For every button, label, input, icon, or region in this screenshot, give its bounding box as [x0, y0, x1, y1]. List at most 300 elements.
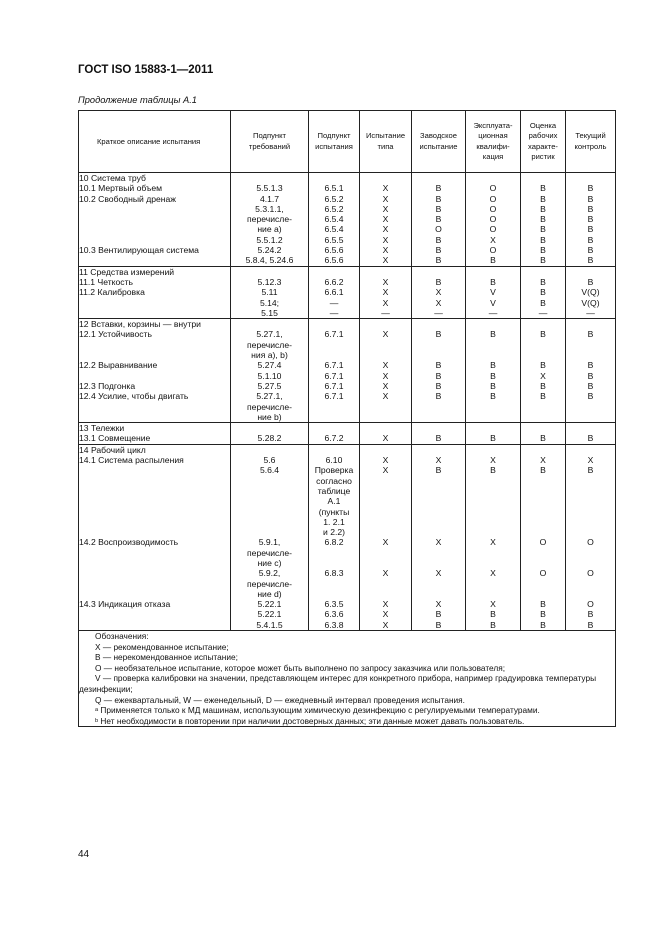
cell-line: B — [540, 465, 546, 476]
cell-line — [466, 412, 520, 422]
test-table — [78, 110, 616, 727]
section-12-load-carriers — [79, 319, 616, 423]
footnote-b: ᵇ Нет необходимости в повторении при наличии достоверных данных; эти данные может давать пользователь. — [95, 715, 525, 726]
cell-line — [521, 486, 565, 496]
cell-line: X — [382, 433, 389, 444]
cell-line: B — [490, 380, 496, 391]
cell-line — [360, 412, 411, 422]
cell-line: 5.12.3 — [257, 276, 282, 287]
header-factory-test — [412, 111, 466, 173]
cell-line: B — [587, 433, 594, 444]
cell-routine — [566, 423, 616, 445]
cell-line: O — [489, 245, 497, 256]
cell-line — [231, 476, 308, 486]
cell-line: Подпункт — [317, 131, 351, 141]
cell-line: B — [435, 380, 442, 391]
cell-line: 6.5.1 — [324, 183, 344, 194]
header-routine-control — [566, 111, 616, 173]
cell-line: B — [435, 370, 442, 381]
cell-line — [79, 255, 230, 265]
cell-line: 5.22.1 — [257, 599, 282, 610]
cell-line — [412, 496, 465, 506]
cell-line — [360, 402, 411, 412]
cell-line: B — [540, 433, 546, 444]
cell-line: O — [489, 224, 497, 235]
cell-test-clause — [309, 266, 360, 318]
cell-line — [309, 445, 359, 455]
cell-performance — [521, 173, 566, 267]
cell-line: B — [540, 193, 546, 204]
cell-line — [360, 589, 411, 599]
cell-line — [412, 445, 465, 455]
cell-line — [360, 173, 411, 183]
cell-line: B — [587, 619, 594, 630]
cell-line: X — [382, 537, 389, 548]
cell-test-clause — [309, 319, 360, 423]
cell-line — [360, 558, 411, 568]
cell-line — [521, 412, 565, 422]
cell-line: B — [490, 465, 496, 476]
cell-line — [566, 527, 615, 537]
cell-line: X — [435, 599, 442, 610]
cell-line: Проверка — [314, 465, 354, 476]
cell-line: B — [540, 203, 546, 214]
cell-line: B — [540, 276, 546, 287]
cell-line: 6.5.4 — [324, 224, 344, 235]
cell-line: B — [540, 391, 546, 402]
legend-row — [79, 631, 616, 727]
cell-line — [412, 350, 465, 360]
cell-factory-test — [412, 319, 466, 423]
cell-line: 6.5.4 — [324, 214, 344, 225]
cell-line: ния а), b) — [251, 350, 288, 361]
cell-line: X — [540, 455, 546, 466]
cell-line — [566, 350, 615, 360]
cell-line — [79, 298, 230, 308]
cell-line: B — [540, 183, 546, 194]
cell-line: X — [490, 234, 496, 245]
cell-line: B — [587, 183, 594, 194]
cell-line: 1. 2.1 — [323, 516, 345, 527]
cell-line — [231, 267, 308, 277]
cell-factory-test — [412, 444, 466, 630]
cell-line: B — [587, 234, 594, 245]
cell-line: перечисле- — [247, 547, 292, 558]
cell-line — [466, 527, 520, 537]
cell-line: 5.27.1, — [256, 329, 283, 340]
cell-line: ристик — [531, 151, 555, 161]
cell-line: X — [382, 214, 389, 225]
cell-line: ние а) — [257, 224, 282, 235]
cell-line: B — [587, 380, 594, 391]
cell-line: X — [435, 568, 442, 579]
cell-line: 11.1 Четкость — [79, 276, 133, 287]
cell-operational — [466, 444, 521, 630]
cell-line — [412, 267, 465, 277]
cell-line: B — [540, 619, 546, 630]
cell-line: 5.14; — [259, 297, 280, 308]
cell-line: B — [435, 245, 442, 256]
cell-performance — [521, 444, 566, 630]
cell-line — [231, 517, 308, 527]
cell-line: X — [382, 297, 389, 308]
cell-line — [521, 445, 565, 455]
cell-line — [231, 496, 308, 506]
cell-line — [79, 412, 230, 422]
cell-line: B — [587, 391, 594, 402]
cell-line — [466, 476, 520, 486]
cell-line — [309, 267, 359, 277]
cell-line — [566, 173, 615, 183]
cell-line: B — [435, 255, 442, 266]
cell-line: Испытание — [365, 131, 406, 141]
cell-line: испытание — [419, 141, 458, 151]
cell-line: 12.4 Усилие, чтобы двигать — [79, 391, 189, 402]
cell-line: 6.7.1 — [324, 380, 344, 391]
cell-line — [521, 476, 565, 486]
cell-line: V(Q) — [581, 297, 600, 308]
cell-line: перечисле- — [247, 578, 292, 589]
cell-line: таблице — [317, 485, 351, 496]
cell-line: V — [490, 287, 496, 298]
legend-item: Q — ежеквартальный, W — еженедельный, D — ежедневный интервал проведения испытания. — [95, 694, 465, 705]
cell-line — [79, 340, 230, 350]
cell-line: 10.1 Мертвый объем — [79, 183, 163, 194]
cell-line — [309, 340, 359, 350]
cell-line: 6.7.1 — [324, 360, 344, 371]
header-req-clause — [231, 111, 309, 173]
cell-line — [360, 319, 411, 329]
cell-line — [566, 319, 615, 329]
cell-line — [466, 340, 520, 350]
cell-line: B — [435, 465, 442, 476]
legend-notes — [79, 631, 616, 727]
cell-line: X — [490, 455, 496, 466]
cell-line — [412, 319, 465, 329]
cell-req-clause — [231, 173, 309, 267]
cell-req-clause — [231, 423, 309, 445]
section-11-instruments — [79, 266, 616, 318]
cell-line: 6.5.2 — [324, 193, 344, 204]
cell-line — [309, 589, 359, 599]
footnote-a: ᵃ Применяется только к МД машинам, использующим химическую дезинфекцию с регулируемыми температурами. — [95, 705, 540, 716]
cell-line: O — [587, 537, 594, 548]
cell-line: 6.3.8 — [324, 619, 344, 630]
cell-line: B — [490, 433, 496, 444]
cell-line: 6.7.1 — [324, 329, 344, 340]
cell-line — [521, 517, 565, 527]
cell-line — [566, 507, 615, 517]
cell-line: — — [586, 307, 595, 318]
cell-line: ние с) — [257, 557, 282, 568]
cell-line — [566, 267, 615, 277]
cell-line — [466, 579, 520, 589]
cell-line: X — [382, 609, 389, 620]
cell-line — [566, 517, 615, 527]
cell-line: характе- — [528, 141, 558, 151]
cell-line: 6.5.5 — [324, 234, 344, 245]
cell-line: B — [435, 609, 442, 620]
cell-line: требований — [248, 141, 291, 151]
cell-line: B — [490, 619, 496, 630]
cell-line: B — [435, 360, 442, 371]
cell-type-test — [360, 266, 412, 318]
cell-line — [309, 412, 359, 422]
cell-line: V(Q) — [581, 287, 600, 298]
cell-routine — [566, 266, 616, 318]
cell-line: B — [587, 370, 594, 381]
cell-line: X — [435, 537, 442, 548]
cell-line: X — [587, 455, 594, 466]
cell-line: B — [435, 214, 442, 225]
cell-line — [79, 308, 230, 318]
cell-req-clause — [231, 266, 309, 318]
cell-line — [566, 486, 615, 496]
cell-description — [79, 173, 231, 267]
cell-line — [360, 340, 411, 350]
cell-line: — — [381, 307, 390, 318]
cell-line — [79, 609, 230, 619]
cell-line — [360, 517, 411, 527]
cell-line — [466, 319, 520, 329]
cell-line: 5.15 — [261, 307, 278, 318]
cell-line — [412, 486, 465, 496]
legend-item: O — необязательное испытание, которое может быть выполнено по запросу заказчика или пользователя; — [95, 662, 506, 673]
cell-line: 6.7.2 — [324, 433, 344, 444]
cell-operational — [466, 319, 521, 423]
cell-line — [79, 517, 230, 527]
cell-line: X — [382, 193, 389, 204]
cell-line — [360, 350, 411, 360]
cell-performance — [521, 266, 566, 318]
cell-line: 6.7.1 — [324, 391, 344, 402]
cell-line: 6.6.2 — [324, 276, 344, 287]
cell-line: X — [382, 329, 389, 340]
header-operational-qualification — [466, 111, 521, 173]
cell-line: испытания — [315, 141, 353, 151]
cell-factory-test — [412, 173, 466, 267]
cell-line — [566, 589, 615, 599]
cell-line — [566, 579, 615, 589]
cell-line: 10.3 Вентилирующая система — [79, 245, 199, 256]
cell-line — [360, 496, 411, 506]
cell-line: X — [382, 391, 389, 402]
cell-line: квалифи- — [476, 141, 510, 151]
cell-performance — [521, 423, 566, 445]
header-performance-qualification — [521, 111, 566, 173]
cell-line: B — [587, 329, 594, 340]
cell-line — [79, 496, 230, 506]
cell-line: 12.2 Выравнивание — [79, 360, 158, 371]
cell-line: 6.8.2 — [324, 537, 344, 548]
cell-line: 12.1 Устойчивость — [79, 329, 152, 340]
cell-line: 13.1 Совмещение — [79, 433, 151, 444]
cell-line: 5.27.1, — [256, 391, 283, 402]
cell-line: B — [587, 276, 594, 287]
cell-line — [521, 558, 565, 568]
cell-line: 6.3.6 — [324, 609, 344, 620]
cell-operational — [466, 423, 521, 445]
cell-line — [79, 568, 230, 578]
cell-line — [309, 579, 359, 589]
cell-line — [309, 402, 359, 412]
cell-line: X — [382, 203, 389, 214]
cell-line — [79, 350, 230, 360]
cell-line: B — [587, 609, 594, 620]
cell-line: 14.3 Индикация отказа — [79, 599, 171, 610]
cell-line: Эксплуата- — [473, 120, 513, 130]
cell-line — [521, 589, 565, 599]
cell-line — [412, 517, 465, 527]
cell-line — [79, 235, 230, 245]
cell-operational — [466, 266, 521, 318]
cell-line — [79, 527, 230, 537]
cell-line: X — [382, 276, 389, 287]
cell-line: Заводское — [420, 131, 457, 141]
cell-line: 5.27.5 — [257, 380, 282, 391]
cell-line: — — [488, 307, 498, 318]
cell-line: 5.9.1, — [258, 537, 281, 548]
cell-line: кация — [482, 151, 504, 161]
cell-line: 5.5.1.2 — [256, 234, 283, 245]
cell-line — [566, 402, 615, 412]
cell-line: X — [382, 234, 389, 245]
cell-line: X — [382, 619, 389, 630]
cell-line: O — [489, 193, 497, 204]
cell-type-test — [360, 319, 412, 423]
cell-line: B — [435, 234, 442, 245]
cell-line — [566, 423, 615, 433]
cell-line: 6.6.1 — [324, 287, 344, 298]
cell-line — [466, 558, 520, 568]
cell-line — [231, 319, 308, 329]
cell-line — [79, 224, 230, 234]
cell-line: B — [435, 329, 442, 340]
cell-line — [521, 423, 565, 433]
cell-line: X — [382, 380, 389, 391]
cell-line — [566, 412, 615, 422]
cell-line: перечисле- — [247, 214, 292, 225]
cell-line — [521, 527, 565, 537]
cell-line: X — [382, 255, 389, 266]
cell-line — [309, 319, 359, 329]
cell-line: X — [382, 568, 389, 579]
cell-line: B — [587, 203, 594, 214]
cell-line — [412, 412, 465, 422]
cell-line: B — [490, 360, 496, 371]
header-test-clause — [309, 111, 360, 173]
cell-line: 5.28.2 — [257, 433, 282, 444]
cell-line — [79, 548, 230, 558]
cell-line: B — [435, 619, 442, 630]
cell-line: O — [435, 224, 442, 235]
cell-line — [566, 445, 615, 455]
cell-line: X — [490, 568, 496, 579]
cell-line — [521, 340, 565, 350]
cell-line — [412, 507, 465, 517]
cell-line — [566, 340, 615, 350]
cell-description — [79, 266, 231, 318]
cell-line — [466, 267, 520, 277]
cell-line — [231, 527, 308, 537]
cell-line — [521, 319, 565, 329]
cell-line: X — [490, 537, 496, 548]
cell-line: X — [435, 455, 442, 466]
cell-line: контроль — [574, 141, 607, 151]
cell-line: 6.5.2 — [324, 203, 344, 214]
cell-line: O — [489, 214, 497, 225]
cell-performance — [521, 319, 566, 423]
legend-item: V — проверка калибровки на значении, представляющем интерес для конкретного прибора, например градуировка температуры дезинфекции; — [79, 673, 597, 695]
cell-line: B — [540, 599, 546, 610]
cell-line: 6.10 — [325, 455, 343, 466]
cell-line: O — [489, 183, 497, 194]
cell-line — [360, 445, 411, 455]
cell-line: B — [540, 214, 546, 225]
cell-line: X — [435, 297, 442, 308]
cell-req-clause — [231, 319, 309, 423]
cell-line: 5.9.2, — [258, 568, 281, 579]
cell-line — [521, 548, 565, 558]
cell-line: B — [540, 380, 546, 391]
cell-line: 13 Тележки — [79, 423, 125, 434]
cell-type-test — [360, 423, 412, 445]
cell-routine — [566, 444, 616, 630]
cell-line — [79, 476, 230, 486]
cell-line: X — [382, 287, 389, 298]
cell-line: B — [540, 609, 546, 620]
section-14-operating-cycle — [79, 444, 616, 630]
legend-title: Обозначения: — [95, 631, 149, 642]
cell-line — [566, 496, 615, 506]
cell-test-clause — [309, 444, 360, 630]
cell-line — [79, 402, 230, 412]
cell-line — [412, 558, 465, 568]
cell-line — [466, 350, 520, 360]
cell-line — [309, 558, 359, 568]
cell-type-test — [360, 173, 412, 267]
cell-line: B — [435, 183, 442, 194]
cell-description — [79, 444, 231, 630]
legend-item: B — нерекомендованное испытание; — [95, 652, 238, 663]
cell-line — [79, 204, 230, 214]
cell-line — [466, 423, 520, 433]
cell-line: перечисле- — [247, 401, 292, 412]
table-caption: Продолжение таблицы А.1 — [78, 95, 197, 105]
legend-item: X — рекомендованное испытание; — [95, 641, 229, 652]
cell-line — [412, 340, 465, 350]
cell-line — [412, 423, 465, 433]
cell-line: 5.3.1.1, — [255, 203, 284, 214]
cell-line — [566, 558, 615, 568]
cell-line — [360, 527, 411, 537]
cell-line: и 2.2) — [323, 527, 345, 538]
cell-routine — [566, 319, 616, 423]
cell-line — [412, 548, 465, 558]
cell-line: перечисле- — [247, 339, 292, 350]
cell-test-clause — [309, 423, 360, 445]
cell-line: 5.4.1.5 — [256, 619, 283, 630]
cell-line — [412, 402, 465, 412]
cell-line: 5.1.10 — [257, 370, 282, 381]
cell-line — [466, 173, 520, 183]
cell-line — [412, 527, 465, 537]
cell-line: B — [540, 245, 546, 256]
cell-line — [79, 558, 230, 568]
cell-line: 5.8.4, 5.24.6 — [245, 255, 294, 266]
cell-line: B — [435, 203, 442, 214]
section-13-trolleys — [79, 423, 616, 445]
